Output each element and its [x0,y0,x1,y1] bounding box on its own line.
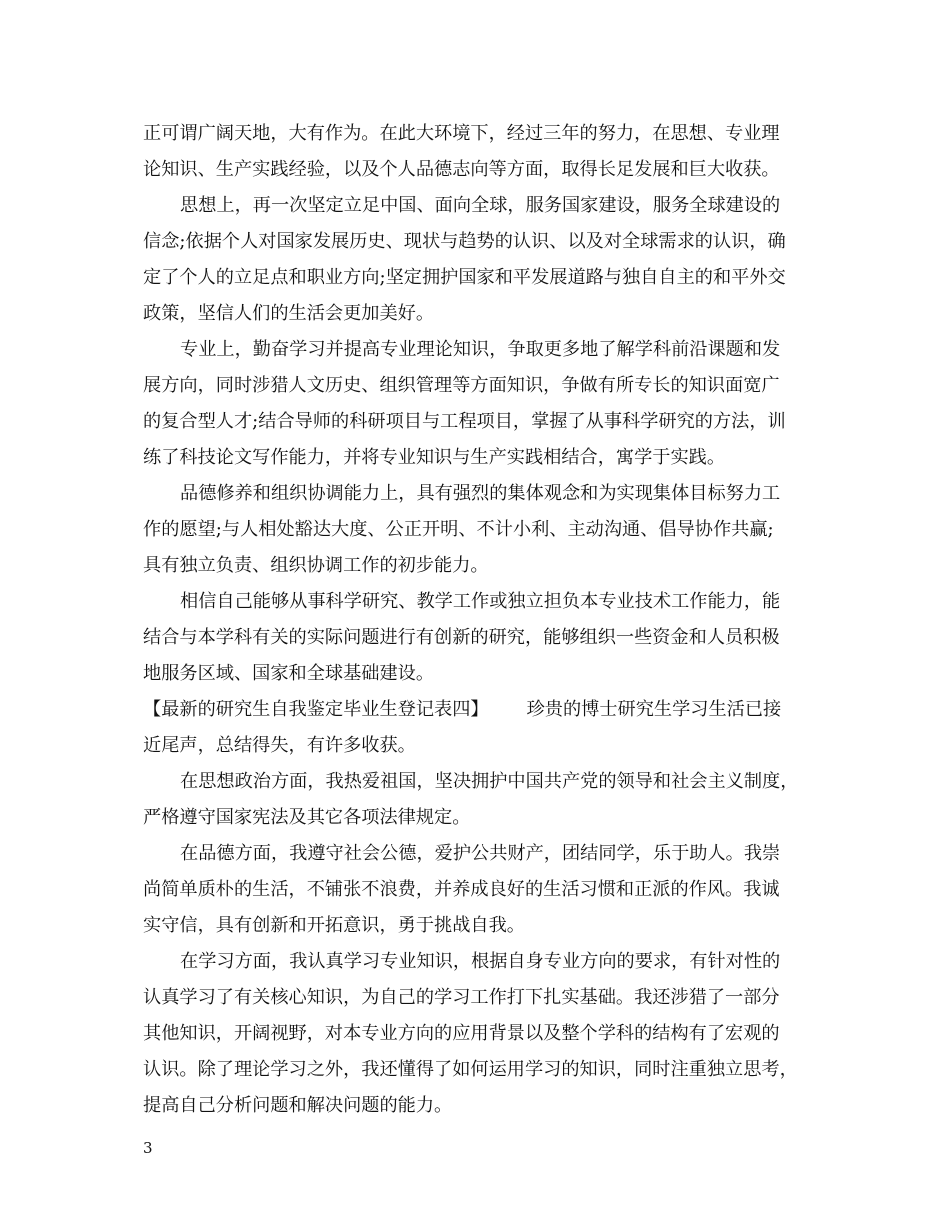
text-line: 尚简单质朴的生活，不铺张不浪费，并养成良好的生活习惯和正派的作风。我诚 [143,879,780,900]
text-line: 认真学习了有关核心知识，为自己的学习工作打下扎实基础。我还涉猎了一部分 [143,987,780,1008]
text-line: 论知识、生产实践经验，以及个人品德志向等方面，取得长足发展和巨大收获。 [143,159,780,180]
text-line: 政策，坚信人们的生活会更加美好。 [143,303,435,324]
paragraph-first-line: 在学习方面，我认真学习专业知识，根据自身专业方向的要求，有针对性的 [180,951,781,972]
document-body [143,116,813,1124]
text-line: 的复合型人才;结合导师的科研项目与工程项目，掌握了从事科学研究的方法，训 [143,411,786,432]
section-heading: 【最新的研究生自我鉴定毕业生登记表四】 [143,699,489,720]
text-line: 信念;依据个人对国家发展历史、现状与趋势的认识、以及对全球需求的认识，确 [143,231,786,252]
text-line: 地服务区域、国家和全球基础建设。 [143,663,435,684]
page-number: 3 [143,1139,153,1157]
text-line: 认识。除了理论学习之外，我还懂得了如何运用学习的知识，同时注重独立思考， [143,1059,798,1080]
paragraph-first-line: 相信自己能够从事科学研究、教学工作或独立担负本专业技术工作能力，能 [180,591,781,612]
text-line: 实守信，具有创新和开拓意识，勇于挑战自我。 [143,915,525,936]
text-line: 具有独立负责、组织协调工作的初步能力。 [143,555,489,576]
text-line: 练了科技论文写作能力，并将专业知识与生产实践相结合，寓学于实践。 [143,447,726,468]
paragraph-first-line: 品德修养和组织协调能力上，具有强烈的集体观念和为实现集体目标努力工 [180,483,781,504]
paragraph-first-line: 在品德方面，我遵守社会公德，爱护公共财产，团结同学，乐于助人。我崇 [180,843,781,864]
text-line: 近尾声，总结得失，有许多收获。 [143,735,416,756]
text-line: 提高自己分析问题和解决问题的能力。 [143,1095,453,1116]
paragraph-first-line: 专业上，勤奋学习并提高专业理论知识，争取更多地了解学科前沿课题和发 [180,339,781,360]
paragraph-first-line: 思想上，再一次坚定立足中国、面向全球，服务国家建设，服务全球建设的 [180,195,781,216]
text-line: 作的愿望;与人相处豁达大度、公正开明、不计小利、主动沟通、倡导协作共赢; [143,519,774,540]
text-line: 结合与本学科有关的实际问题进行有创新的研究，能够组织一些资金和人员积极 [143,627,780,648]
text-line: 定了个人的立足点和职业方向;坚定拥护国家和平发展道路与独自自主的和平外交 [143,267,786,288]
text-line: 展方向，同时涉猎人文历史、组织管理等方面知识，争做有所专长的知识面宽广 [143,375,780,396]
section-heading-line [143,692,813,728]
text-line: 其他知识，开阔视野，对本专业方向的应用背景以及整个学科的结构有了宏观的 [143,1023,780,1044]
text-line: 正可谓广阔天地，大有作为。在此大环境下，经过三年的努力，在思想、专业理 [143,123,780,144]
text-line: 严格遵守国家宪法及其它各项法律规定。 [143,807,471,828]
heading-continuation-text: 珍贵的博士研究生学习生活已接 [526,699,782,720]
paragraph-first-line: 在思想政治方面，我热爱祖国，坚决拥护中国共产党的领导和社会主义制度， [180,771,799,792]
